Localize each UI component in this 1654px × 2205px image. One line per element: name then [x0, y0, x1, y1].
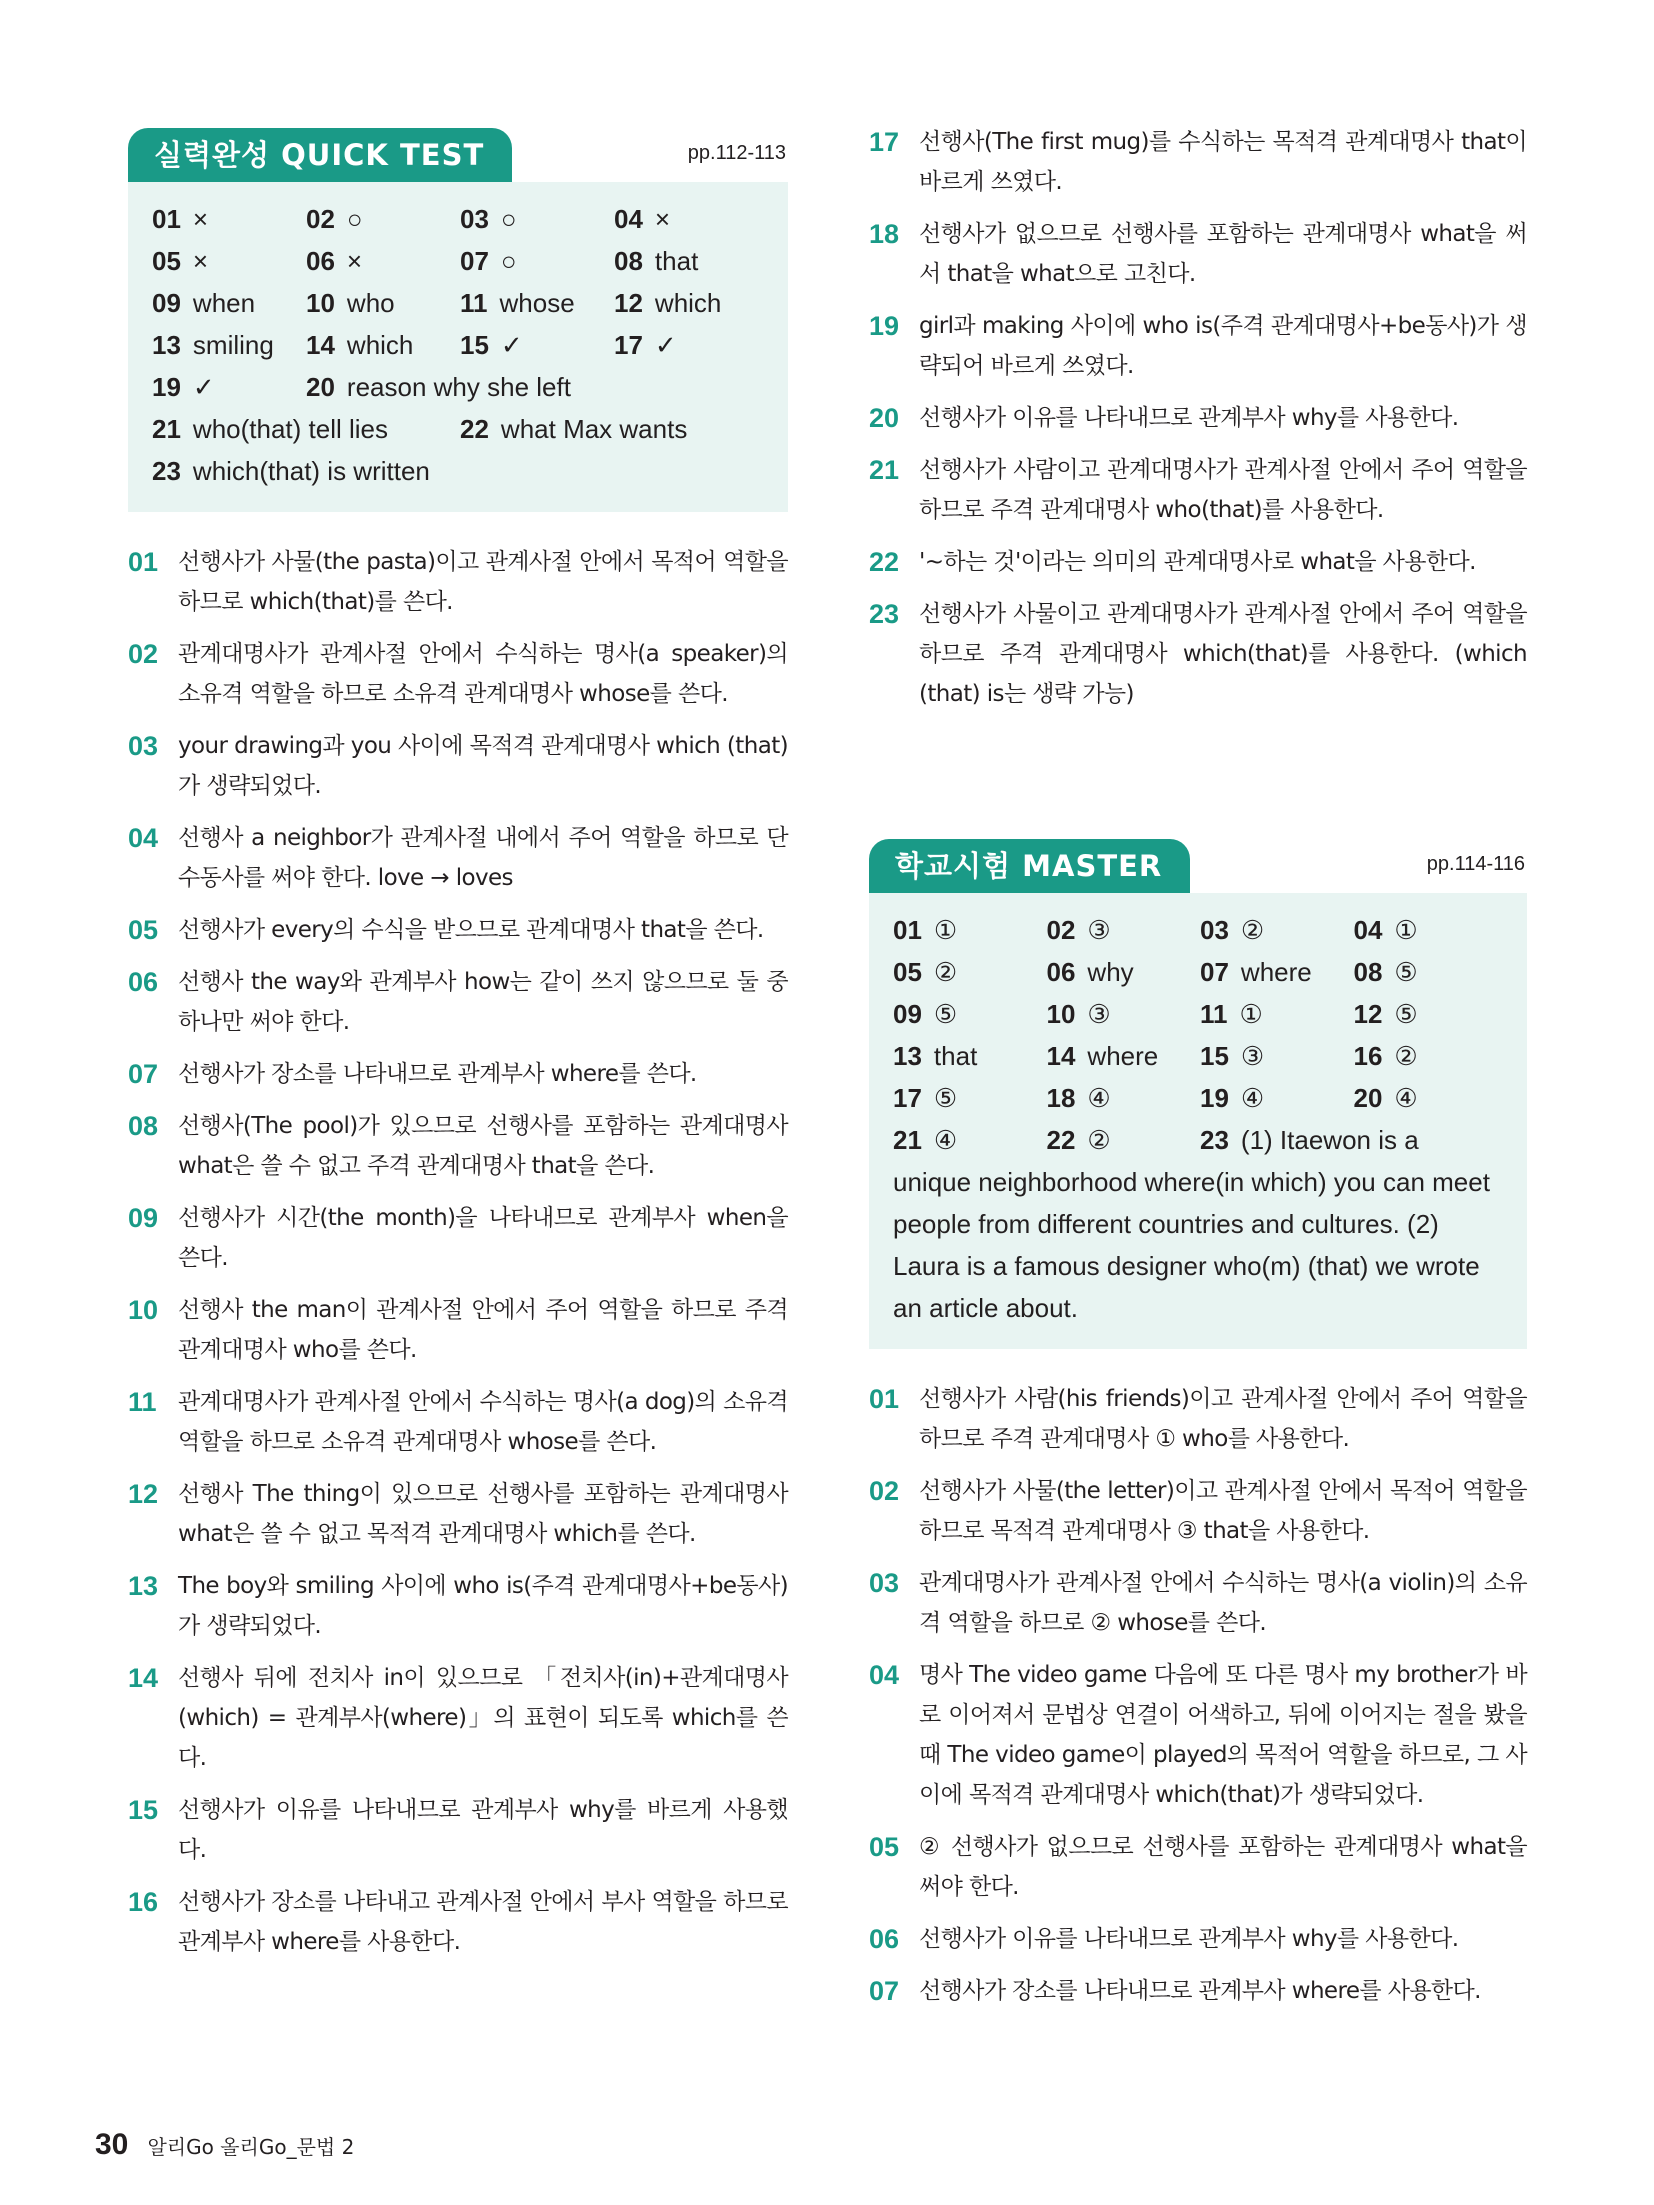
answer-value: ④ — [1394, 1083, 1418, 1113]
page-number: 30 — [95, 2128, 129, 2161]
explanation-item — [128, 818, 788, 898]
explanation-text: 선행사 the man이 관계사절 안에서 주어 역할을 하므로 주격 관계대명사 who를 쓴다. — [178, 1297, 788, 1363]
answer-number: 07 — [1200, 957, 1229, 987]
answer-number: 05 — [152, 246, 181, 276]
answer-item — [1047, 909, 1201, 951]
answer-number: 04 — [1353, 915, 1383, 945]
explanation-number: 17 — [869, 127, 900, 157]
explanation-text: your drawing과 you 사이에 목적격 관계대명사 which (that)가 생략되었다. — [178, 733, 788, 799]
explanation-number: 15 — [128, 1795, 159, 1825]
answer-value: × — [654, 204, 671, 234]
answer-number: 06 — [1046, 957, 1076, 987]
answer-item — [1200, 909, 1354, 951]
explanation-item — [869, 1471, 1527, 1551]
answer-number: 23 — [1200, 1125, 1229, 1155]
quick-test-answer-box — [128, 182, 788, 512]
answer-number: 19 — [1200, 1083, 1229, 1113]
master-label: 학교시험 MASTER — [869, 839, 1190, 893]
explanation-text: girl과 making 사이에 who is(주격 관계대명사+be동사)가 생략되어 바르게 쓰였다. — [919, 313, 1527, 379]
explanation-item — [869, 1971, 1527, 2011]
answer-value: why — [1087, 957, 1134, 987]
explanation-text: 선행사가 장소를 나타내므로 관계부사 where를 사용한다. — [919, 1978, 1481, 2004]
answer-value: ○ — [346, 204, 363, 234]
explanation-item — [869, 1379, 1527, 1459]
explanation-text: ② 선행사가 없으므로 선행사를 포함하는 관계대명사 what을 써야 한다. — [919, 1834, 1527, 1900]
answer-number: 02 — [306, 204, 335, 234]
answer-number: 08 — [1353, 957, 1383, 987]
explanation-item — [128, 1382, 788, 1462]
master-answer-23-continued: unique neighborhood where(in which) you can meet people from different countries and cultures. (2) Laura is a famous designer who(m) (that) we wrote an article about. — [893, 1167, 1490, 1323]
answer-number: 06 — [306, 246, 335, 276]
answer-item — [1200, 1119, 1507, 1161]
answer-number: 03 — [1200, 915, 1229, 945]
explanation-text: 관계대명사가 관계사절 안에서 수식하는 명사(a violin)의 소유격 역할을 하므로 ② whose를 쓴다. — [919, 1570, 1527, 1636]
answer-number: 15 — [1200, 1041, 1229, 1071]
answer-item — [460, 324, 614, 366]
answer-item — [306, 366, 768, 408]
answer-item — [460, 198, 614, 240]
answer-number: 12 — [614, 288, 643, 318]
answer-value: when — [192, 288, 256, 318]
explanation-number: 01 — [869, 1384, 900, 1414]
answer-item — [460, 408, 768, 450]
answer-value: reason why she left — [346, 372, 571, 402]
answer-value: where — [1087, 1041, 1159, 1071]
answer-number: 04 — [614, 204, 643, 234]
answer-value: ④ — [933, 1125, 958, 1155]
explanation-text: 선행사가 이유를 나타내므로 관계부사 why를 사용한다. — [919, 405, 1459, 431]
explanation-number: 21 — [869, 455, 900, 485]
answer-value: whose — [499, 288, 575, 318]
answer-number: 14 — [306, 330, 335, 360]
answer-value: where — [1240, 957, 1312, 987]
explanation-item — [869, 122, 1527, 202]
explanation-item — [869, 594, 1527, 714]
explanation-text: 선행사 the way와 관계부사 how는 같이 쓰지 않으므로 둘 중 하나만 써야 한다. — [178, 969, 788, 1035]
answer-value: ③ — [1087, 999, 1111, 1029]
answer-item — [1047, 1119, 1201, 1161]
answer-value: that — [654, 246, 699, 276]
answer-item — [893, 909, 1047, 951]
explanation-text: 선행사가 사물이고 관계대명사가 관계사절 안에서 주어 역할을 하므로 주격 관계대명사 which(that)를 사용한다. (which (that) is는 생략 가능) — [919, 601, 1527, 707]
answer-item — [1354, 993, 1508, 1035]
explanation-item — [128, 1198, 788, 1278]
answer-number: 17 — [893, 1083, 922, 1113]
answer-number: 21 — [893, 1125, 922, 1155]
answer-value: which — [654, 288, 722, 318]
explanation-item — [128, 1658, 788, 1778]
explanation-number: 10 — [128, 1295, 159, 1325]
answer-item — [152, 324, 306, 366]
answer-item — [152, 408, 460, 450]
explanation-text: 선행사가 사람이고 관계대명사가 관계사절 안에서 주어 역할을 하므로 주격 관계대명사 who(that)를 사용한다. — [919, 457, 1527, 523]
quick-test-explanations-continued — [869, 122, 1527, 714]
answer-item — [152, 366, 306, 408]
answer-value: ① — [1239, 999, 1263, 1029]
answer-value: ① — [933, 915, 958, 945]
book-title: 알리Go 올리Go_문법 2 — [147, 2135, 355, 2159]
answer-item — [1047, 993, 1201, 1035]
quick-test-header — [128, 128, 788, 182]
answer-number: 19 — [152, 372, 181, 402]
explanation-text: 선행사가 이유를 나타내므로 관계부사 why를 사용한다. — [919, 1926, 1459, 1952]
answer-number: 18 — [1046, 1083, 1076, 1113]
explanation-text: 선행사가 사물(the pasta)이고 관계사절 안에서 목적어 역할을 하므로 which(that)를 쓴다. — [178, 549, 788, 615]
explanation-text: 선행사 a neighbor가 관계사절 내에서 주어 역할을 하므로 단수동사를 써야 한다. love → loves — [178, 825, 788, 891]
explanation-item — [869, 1563, 1527, 1643]
explanation-item — [128, 542, 788, 622]
explanation-number: 08 — [128, 1111, 159, 1141]
explanation-number: 16 — [128, 1887, 159, 1917]
explanation-item — [128, 1566, 788, 1646]
answer-value: ✓ — [192, 372, 215, 402]
answer-item — [1047, 951, 1201, 993]
explanation-number: 01 — [128, 547, 159, 577]
explanation-number: 02 — [128, 639, 159, 669]
answer-item — [1354, 1077, 1508, 1119]
explanation-number: 06 — [869, 1924, 900, 1954]
explanation-text: 선행사가 every의 수식을 받으므로 관계대명사 that을 쓴다. — [178, 917, 764, 943]
explanation-text: 선행사가 이유를 나타내므로 관계부사 why를 바르게 사용했다. — [178, 1797, 788, 1863]
answer-number: 22 — [460, 414, 489, 444]
explanation-text: '~하는 것'이라는 의미의 관계대명사로 what을 사용한다. — [919, 549, 1476, 575]
explanation-item — [869, 1655, 1527, 1815]
answer-value: ③ — [1240, 1041, 1265, 1071]
answer-value: × — [346, 246, 363, 276]
answer-value: which(that) is written — [192, 456, 430, 486]
explanation-item — [869, 542, 1527, 582]
answer-item — [893, 993, 1047, 1035]
master-answer-grid — [893, 909, 1507, 1161]
answer-number: 20 — [1353, 1083, 1383, 1113]
answer-value: that — [933, 1041, 978, 1071]
answer-item — [1200, 993, 1354, 1035]
answer-value: which — [346, 330, 414, 360]
explanation-item — [128, 1790, 788, 1870]
answer-number: 08 — [614, 246, 643, 276]
answer-item — [1047, 1077, 1201, 1119]
answer-item — [306, 324, 460, 366]
answer-number: 11 — [1200, 999, 1228, 1029]
answer-item — [152, 282, 306, 324]
answer-value: who(that) tell lies — [192, 414, 388, 444]
explanation-number: 11 — [128, 1387, 157, 1417]
answer-number: 09 — [893, 999, 922, 1029]
answer-value: × — [192, 204, 209, 234]
answer-number: 07 — [460, 246, 489, 276]
answer-number: 17 — [614, 330, 643, 360]
explanation-text: 관계대명사가 관계사절 안에서 수식하는 명사(a dog)의 소유격 역할을 하므로 소유격 관계대명사 whose를 쓴다. — [178, 1389, 788, 1455]
answer-number: 02 — [1046, 915, 1076, 945]
explanation-text: 관계대명사가 관계사절 안에서 수식하는 명사(a speaker)의 소유격 역할을 하므로 소유격 관계대명사 whose를 쓴다. — [178, 641, 788, 707]
explanation-number: 03 — [128, 731, 159, 761]
answer-number: 01 — [152, 204, 181, 234]
answer-value: ④ — [1240, 1083, 1265, 1113]
answer-number: 20 — [306, 372, 335, 402]
explanation-item — [128, 910, 788, 950]
answer-value: × — [192, 246, 209, 276]
master-explanations — [869, 1379, 1527, 2011]
answer-number: 11 — [460, 288, 488, 318]
answer-number: 22 — [1046, 1125, 1076, 1155]
answer-number: 10 — [306, 288, 335, 318]
answer-item — [893, 951, 1047, 993]
answer-number: 13 — [893, 1041, 922, 1071]
explanation-item — [128, 1290, 788, 1370]
explanation-text: 선행사(The first mug)를 수식하는 목적격 관계대명사 that이 바르게 쓰였다. — [919, 129, 1527, 195]
explanation-number: 18 — [869, 219, 900, 249]
answer-item — [1047, 1035, 1201, 1077]
explanation-item — [128, 634, 788, 714]
answer-value: ① — [1394, 915, 1418, 945]
explanation-number: 05 — [128, 915, 159, 945]
master-pages: pp.114-116 — [1426, 853, 1525, 875]
answer-item — [614, 324, 768, 366]
explanation-item — [869, 398, 1527, 438]
explanation-item — [869, 1919, 1527, 1959]
answer-number: 15 — [460, 330, 489, 360]
answer-value: ⑤ — [1394, 957, 1418, 987]
explanation-item — [128, 1882, 788, 1962]
answer-value: smiling — [192, 330, 274, 360]
explanation-text: 선행사 The thing이 있으므로 선행사를 포함하는 관계대명사 what은 쓸 수 없고 목적격 관계대명사 which를 쓴다. — [178, 1481, 788, 1547]
answer-item — [614, 240, 768, 282]
answer-item — [152, 240, 306, 282]
quick-test-explanations — [128, 542, 788, 1962]
answer-value: ③ — [1087, 915, 1111, 945]
explanation-number: 02 — [869, 1476, 900, 1506]
explanation-number: 04 — [869, 1660, 900, 1690]
answer-number: 13 — [152, 330, 181, 360]
explanation-item — [869, 306, 1527, 386]
explanation-item — [128, 726, 788, 806]
explanation-number: 19 — [869, 311, 900, 341]
answer-value: ○ — [500, 204, 517, 234]
answer-value: ② — [1087, 1125, 1111, 1155]
answer-item — [1354, 1035, 1508, 1077]
page-footer — [95, 2128, 354, 2162]
answer-value: ⑤ — [933, 999, 958, 1029]
explanation-text: The boy와 smiling 사이에 who is(주격 관계대명사+be동사)가 생략되었다. — [178, 1573, 788, 1639]
explanation-text: 선행사(The pool)가 있으므로 선행사를 포함하는 관계대명사 what은 쓸 수 없고 주격 관계대명사 that을 쓴다. — [178, 1113, 788, 1179]
answer-value: ② — [933, 957, 958, 987]
explanation-number: 13 — [128, 1571, 159, 1601]
answer-value: ② — [1394, 1041, 1418, 1071]
answer-value: ⑤ — [933, 1083, 958, 1113]
answer-item — [1354, 951, 1508, 993]
explanation-number: 07 — [869, 1976, 900, 2006]
answer-item — [1354, 909, 1508, 951]
explanation-number: 07 — [128, 1059, 159, 1089]
explanation-number: 09 — [128, 1203, 159, 1233]
answer-item — [893, 1035, 1047, 1077]
answer-item — [1200, 1035, 1354, 1077]
answer-item — [1200, 1077, 1354, 1119]
answer-number: 05 — [893, 957, 922, 987]
explanation-text: 선행사 뒤에 전치사 in이 있으므로 「전치사(in)+관계대명사(which) = 관계부사(where)」의 표현이 되도록 which를 쓴다. — [178, 1665, 788, 1771]
answer-number: 23 — [152, 456, 181, 486]
explanation-number: 12 — [128, 1479, 159, 1509]
answer-number: 10 — [1046, 999, 1076, 1029]
answer-value: ✓ — [500, 330, 523, 360]
master-answer-box — [869, 893, 1527, 1349]
answer-item — [306, 240, 460, 282]
answer-number: 09 — [152, 288, 181, 318]
answer-value: ○ — [500, 246, 517, 276]
explanation-text: 선행사가 없으므로 선행사를 포함하는 관계대명사 what을 써서 that을 what으로 고친다. — [919, 221, 1527, 287]
explanation-number: 22 — [869, 547, 900, 577]
answer-item — [460, 282, 614, 324]
answer-item — [306, 282, 460, 324]
answer-value: (1) Itaewon is a — [1240, 1125, 1419, 1155]
explanation-item — [869, 1827, 1527, 1907]
answer-number: 01 — [893, 915, 922, 945]
answer-item — [152, 450, 768, 492]
answer-number: 14 — [1046, 1041, 1076, 1071]
master-header — [869, 839, 1527, 893]
quick-test-label: 실력완성 QUICK TEST — [128, 128, 512, 182]
answer-value: ④ — [1087, 1083, 1111, 1113]
answer-item — [152, 198, 306, 240]
answer-item — [614, 198, 768, 240]
explanation-text: 선행사가 시간(the month)을 나타내므로 관계부사 when을 쓴다. — [178, 1205, 788, 1271]
answer-number: 12 — [1353, 999, 1383, 1029]
explanation-item — [869, 214, 1527, 294]
explanation-item — [128, 962, 788, 1042]
explanation-text: 명사 The video game 다음에 또 다른 명사 my brother가 바로 이어져서 문법상 연결이 어색하고, 뒤에 이어지는 절을 봤을 때 The video game이 played의 목적어 역할을 하므로, 그 사이에 목적격 관계대명사 which(that)가 생략되었다. — [919, 1662, 1527, 1808]
answer-value: what Max wants — [500, 414, 688, 444]
explanation-number: 23 — [869, 599, 900, 629]
left-column — [128, 128, 788, 1974]
explanation-number: 04 — [128, 823, 159, 853]
answer-value: ② — [1240, 915, 1265, 945]
explanation-text: 선행사가 사물(the letter)이고 관계사절 안에서 목적어 역할을 하므로 목적격 관계대명사 ③ that을 사용한다. — [919, 1478, 1527, 1544]
answer-value: ⑤ — [1394, 999, 1418, 1029]
answer-number: 03 — [460, 204, 489, 234]
quick-test-answer-grid — [152, 198, 768, 492]
answer-item — [893, 1077, 1047, 1119]
explanation-item — [128, 1106, 788, 1186]
explanation-text: 선행사가 장소를 나타내고 관계사절 안에서 부사 역할을 하므로 관계부사 where를 사용한다. — [178, 1889, 788, 1955]
answer-item — [614, 282, 768, 324]
quick-test-pages: pp.112-113 — [687, 142, 786, 164]
explanation-item — [869, 450, 1527, 530]
explanation-text: 선행사가 사람(his friends)이고 관계사절 안에서 주어 역할을 하므로 주격 관계대명사 ① who를 사용한다. — [919, 1386, 1527, 1452]
answer-number: 21 — [152, 414, 181, 444]
explanation-number: 05 — [869, 1832, 900, 1862]
answer-item — [306, 198, 460, 240]
explanation-item — [128, 1054, 788, 1094]
answer-value: who — [346, 288, 395, 318]
explanation-number: 20 — [869, 403, 900, 433]
answer-item — [460, 240, 614, 282]
explanation-number: 14 — [128, 1663, 159, 1693]
answer-item — [893, 1119, 1047, 1161]
explanation-number: 06 — [128, 967, 159, 997]
right-column — [869, 122, 1527, 2023]
answer-item — [1200, 951, 1354, 993]
explanation-text: 선행사가 장소를 나타내므로 관계부사 where를 쓴다. — [178, 1061, 697, 1087]
explanation-number: 03 — [869, 1568, 900, 1598]
answer-number: 16 — [1353, 1041, 1383, 1071]
explanation-item — [128, 1474, 788, 1554]
answer-value: ✓ — [654, 330, 677, 360]
